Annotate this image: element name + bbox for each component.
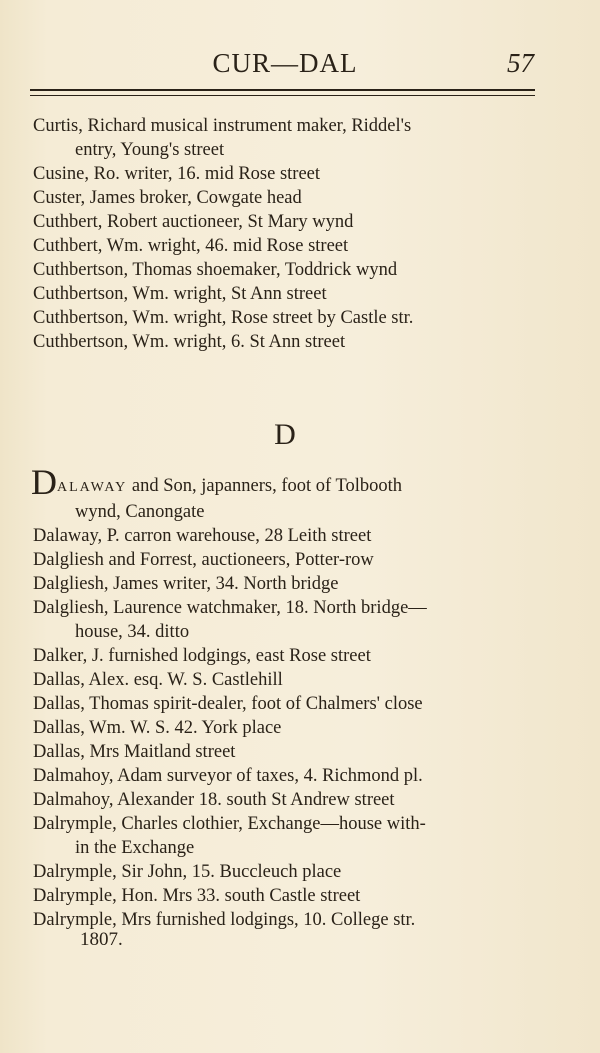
list-item: Cusine, Ro. writer, 16. mid Rose street bbox=[33, 164, 321, 184]
list-item: Dalrymple, Mrs furnished lodgings, 10. College str. bbox=[33, 910, 416, 930]
list-item: Cuthbert, Wm. wright, 46. mid Rose street bbox=[33, 236, 349, 256]
list-item: Custer, James broker, Cowgate head bbox=[33, 188, 302, 208]
entry-smallcaps: ALAWAY bbox=[57, 480, 128, 495]
list-item: Dallas, Wm. W. S. 42. York place bbox=[33, 718, 282, 738]
list-item: Curtis, Richard musical instrument maker, Riddel's bbox=[33, 116, 412, 136]
page-header bbox=[30, 48, 540, 82]
entry-continuation: wynd, Canongate bbox=[75, 502, 205, 522]
list-item: Cuthbertson, Wm. wright, 6. St Ann street bbox=[33, 332, 346, 352]
list-item: Dalaway, P. carron warehouse, 28 Leith street bbox=[33, 526, 372, 546]
list-item: Cuthbertson, Wm. wright, Rose street by Castle str. bbox=[33, 308, 414, 328]
list-item: Dalker, J. furnished lodgings, east Rose street bbox=[33, 646, 371, 666]
list-item: Dalmahoy, Adam surveyor of taxes, 4. Richmond pl. bbox=[33, 766, 423, 786]
signature-mark: 1807. bbox=[80, 929, 123, 950]
list-item: Dalrymple, Hon. Mrs 33. south Castle street bbox=[33, 886, 361, 906]
entry-text: and Son, japanners, foot of Tolbooth bbox=[127, 476, 403, 496]
list-item: Dallas, Alex. esq. W. S. Castlehill bbox=[33, 670, 283, 690]
list-item: Dalgliesh, Laurence watchmaker, 18. North bridge— bbox=[33, 598, 427, 618]
entry-continuation: in the Exchange bbox=[75, 838, 195, 858]
section-letter: D bbox=[274, 418, 296, 451]
header-rule bbox=[30, 89, 535, 96]
list-item: Dallas, Mrs Maitland street bbox=[33, 742, 236, 762]
entries-dal bbox=[31, 462, 543, 932]
list-item: Cuthbertson, Thomas shoemaker, Toddrick wynd bbox=[33, 260, 398, 280]
list-item bbox=[31, 462, 543, 502]
list-item: Cuthbertson, Wm. wright, St Ann street bbox=[33, 284, 327, 304]
list-item: Cuthbert, Robert auctioneer, St Mary wynd bbox=[33, 212, 354, 232]
list-item: Dalrymple, Sir John, 15. Buccleuch place bbox=[33, 862, 342, 882]
entry-continuation: house, 34. ditto bbox=[75, 622, 190, 642]
dropcap: D bbox=[31, 462, 57, 502]
list-item: Dallas, Thomas spirit-dealer, foot of Chalmers' close bbox=[33, 694, 423, 714]
list-item: Dalmahoy, Alexander 18. south St Andrew street bbox=[33, 790, 395, 810]
page-number: 57 bbox=[507, 48, 534, 78]
running-head: CUR—DAL bbox=[212, 48, 358, 78]
list-item: Dalgliesh, James writer, 34. North bridge bbox=[33, 574, 339, 594]
list-item: Dalrymple, Charles clothier, Exchange—house with- bbox=[33, 814, 426, 834]
list-item: Dalgliesh and Forrest, auctioneers, Potter-row bbox=[33, 550, 374, 570]
entry-continuation: entry, Young's street bbox=[75, 140, 225, 160]
entries-cur bbox=[33, 114, 543, 354]
